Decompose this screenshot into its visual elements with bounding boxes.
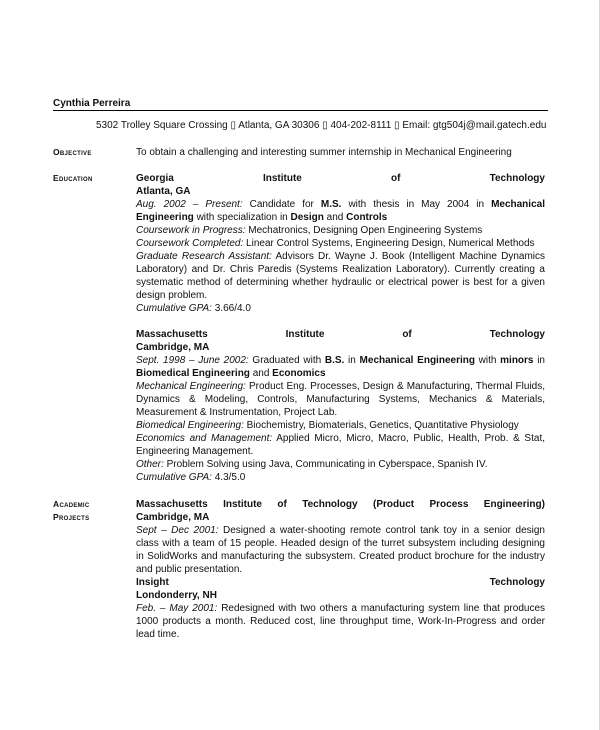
project-text: Redesigned with two others a manufacturing system line that produces 1000 products a month. Reduced cost, line throughput time, Work-In-Progress and order lead time. [136, 603, 545, 640]
heading-word: Institute [223, 499, 262, 510]
projects-label-line1: Academic [53, 499, 90, 509]
heading-word: Engineering) [483, 499, 545, 510]
project-mit [136, 498, 545, 576]
school-word: Technology [489, 173, 545, 184]
header-rule [53, 110, 548, 111]
school-word: of [402, 329, 412, 340]
project-text: Designed a water-shooting remote control tank toy in a senior design class with a team of 15 people. Headed design of the turret subsystem including designing in SolidWorks and manufacturing the subsystem. Created product brochure for the industry and public presentation. [136, 525, 545, 575]
degree-text: with thesis in May 2004 in [341, 199, 492, 210]
field-value: Mechatronics, Designing Open Engineering Systems [245, 225, 483, 236]
degree-text: Candidate for [242, 199, 321, 210]
degree-bold: Mechanical Engineering [136, 199, 545, 223]
gatech-school-name [136, 172, 545, 185]
project-mit-location: Cambridge, MA [136, 512, 210, 523]
heading-word: Technology [302, 499, 358, 510]
degree-text: and [249, 368, 273, 379]
gatech-degree [136, 198, 545, 224]
gatech-coursework-progress [136, 224, 545, 237]
degree-bold: minors [500, 355, 534, 366]
field-value: 3.66/4.0 [211, 303, 251, 314]
project-date: Sept – Dec 2001: [136, 525, 219, 536]
mit-gpa [136, 471, 545, 484]
education-mit [136, 328, 545, 484]
gatech-gpa [136, 302, 545, 315]
degree-bold: Design [290, 212, 324, 223]
field-label: Coursework in Progress: [136, 225, 246, 236]
degree-date: Aug. 2002 – Present: [136, 199, 243, 210]
heading-word: Technology [489, 577, 545, 588]
degree-bold: Mechanical Engineering [359, 355, 475, 366]
field-value: Linear Control Systems, Engineering Design, Numerical Methods [243, 238, 535, 249]
field-label: Graduate Research Assistant: [136, 251, 272, 262]
school-word: Technology [489, 329, 545, 340]
field-label: Cumulative GPA: [136, 303, 212, 314]
school-word: Georgia [136, 173, 174, 184]
projects-label-line2: Projects [53, 512, 90, 522]
education-label [53, 172, 93, 185]
degree-date: Sept. 1998 – June 2002: [136, 355, 249, 366]
degree-bold: Economics [272, 368, 326, 379]
objective-label [53, 146, 92, 159]
objective-label-text: Objective [53, 147, 92, 157]
school-word: Institute [285, 329, 325, 340]
heading-word: Process [429, 499, 469, 510]
gatech-location: Atlanta, GA [136, 186, 191, 197]
project-insight-description [136, 602, 545, 641]
field-label: Coursework Completed: [136, 238, 244, 249]
degree-text: with specialization in [193, 212, 291, 223]
project-mit-description [136, 524, 545, 576]
heading-word: (Product [372, 499, 415, 510]
degree-text: in [344, 355, 360, 366]
degree-bold: Biomedical Engineering [136, 368, 250, 379]
mit-biomed-courses [136, 419, 545, 432]
mit-mech-eng-courses [136, 380, 545, 419]
field-label: Other: [136, 459, 164, 470]
degree-text: in [533, 355, 545, 366]
project-date: Feb. – May 2001: [136, 603, 218, 614]
heading-word: of [277, 499, 287, 510]
project-insight-heading [136, 576, 545, 589]
mit-location: Cambridge, MA [136, 342, 210, 353]
field-value: Product Eng. Processes, Design & Manufacturing, Thermal Fluids, Dynamics & Modeling, Controls, Manufacturing Systems, Mechanics & Materials, Measurement & Instrumentation, Project Lab. [136, 381, 546, 418]
degree-bold: B.S. [324, 355, 345, 366]
degree-text: with [474, 355, 501, 366]
projects-label [53, 498, 90, 524]
objective-text: To obtain a challenging and interesting summer internship in Mechanical Engineering [136, 147, 512, 158]
gatech-research-assistant [136, 250, 545, 302]
heading-word: Insight [136, 577, 169, 588]
field-label: Cumulative GPA: [136, 472, 212, 483]
mit-other-courses [136, 458, 545, 471]
field-label: Economics and Management: [136, 433, 273, 444]
field-label: Mechanical Engineering: [136, 381, 246, 392]
field-value: 4.3/5.0 [211, 472, 246, 483]
education-gatech [136, 172, 545, 315]
school-word: of [391, 173, 401, 184]
degree-text: and [323, 212, 347, 223]
contact-line: 5302 Trolley Square Crossing ▯ Atlanta, GA 30306 ▯ 404-202-8111 ▯ Email: gtg504j@mail.gatech.edu [96, 120, 547, 131]
field-value: Biochemistry, Biomaterials, Genetics, Quantitative Physiology [243, 420, 519, 431]
school-word: Institute [262, 173, 302, 184]
candidate-name: Cynthia Perreira [53, 98, 131, 109]
degree-bold: Controls [346, 212, 388, 223]
mit-econ-courses [136, 432, 545, 458]
field-label: Biomedical Engineering: [136, 420, 244, 431]
education-label-text: Education [53, 173, 93, 183]
degree-text: Graduated with [248, 355, 325, 366]
project-insight-location: Londonderry, NH [136, 590, 217, 601]
gatech-coursework-completed [136, 237, 545, 250]
field-value: Advisors Dr. Wayne J. Book (Intelligent Machine Dynamics Laboratory) and Dr. Chris Paredis (Systems Realization Laboratory). Currently creating a systematic method of determining whether hydraulic or electrical power is best for a given design problem. [136, 251, 546, 301]
project-mit-heading [136, 498, 545, 511]
school-word: Massachusetts [136, 329, 208, 340]
project-insight [136, 576, 545, 641]
heading-word: Massachusetts [136, 499, 208, 510]
mit-degree [136, 354, 545, 380]
field-value: Applied Micro, Micro, Macro, Public, Health, Prob. & Stat, Engineering Management. [136, 433, 545, 457]
degree-bold: M.S. [320, 199, 342, 210]
mit-school-name [136, 328, 545, 341]
field-value: Problem Solving using Java, Communicating in Cyberspace, Spanish IV. [163, 459, 488, 470]
